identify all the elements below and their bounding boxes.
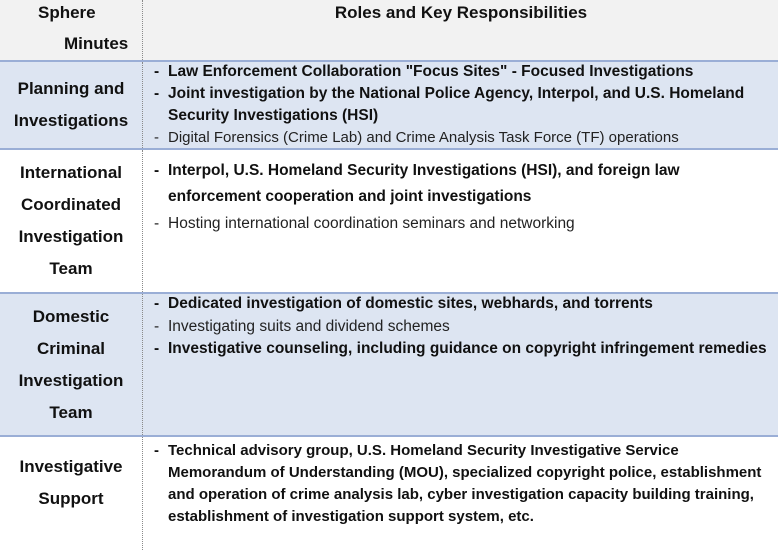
list-item [154,83,770,127]
list-item [154,158,770,210]
sphere-line: Investigation [18,370,124,390]
sphere-cell [0,62,143,148]
item-text: Dedicated investigation of domestic sites, webhards, and torrents [168,295,653,312]
sphere-label [1,73,141,137]
bullet: - [154,129,159,146]
sphere-cell [0,150,143,292]
list-item [154,127,770,149]
list-item [154,61,770,83]
list-item [154,316,770,338]
item-text: Technical advisory group, U.S. Homeland Security Investigative Service Memorandum of Understanding (MOU), specialized copyright police, establishment and operation of crime analysis lab, cyber investigation capacity building training, establishment of investigation support system, etc. [168,442,762,525]
item-text: Investigating suits and dividend schemes [168,318,450,335]
sphere-cell [0,437,143,550]
sphere-line: International [19,163,122,182]
header-minutes-label: Minutes [64,34,129,53]
table-header [0,0,778,60]
sphere-line: Investigations [13,111,129,130]
bullet: - [154,85,160,102]
sphere-label [1,451,141,515]
sphere-line: Coordinated [20,195,122,214]
sphere-line: Investigative [19,457,123,476]
bullet: - [154,318,160,335]
sphere-line: Criminal [36,338,106,358]
list-item [154,440,770,528]
item-text: Law Enforcement Collaboration "Focus Sites" - Focused Investigations [168,63,694,80]
item-text: Digital Forensics (Crime Lab) and Crime Analysis Task Force (TF) operations [168,129,679,146]
item-text: Investigative counseling, including guidance on copyright infringement remedies [168,340,767,357]
bullet: - [154,162,160,179]
bullet: - [154,215,160,232]
bullet: - [154,442,159,459]
header-sphere-label: Sphere [38,3,96,22]
header-sphere-cell [0,0,143,60]
sphere-line: Support [38,489,104,508]
sphere-line: Team [49,402,93,422]
sphere-line: Domestic [32,306,110,326]
item-text: Joint investigation by the National Police Agency, Interpol, and U.S. Homeland Security Investigations (HSI) [168,85,745,124]
item-text: Hosting international coordination seminars and networking [168,215,575,232]
sphere-label [1,157,141,285]
list-item [154,338,770,360]
header-roles-cell [144,0,778,60]
sphere-label [1,301,141,429]
list-item [154,293,770,315]
bullet: - [154,63,160,80]
bullet: - [154,295,160,312]
list-item [154,213,770,235]
item-text: Interpol, U.S. Homeland Security Investigations (HSI), and foreign law enforcement cooperation and joint investigations [168,162,680,205]
sphere-line: Planning and [17,79,125,98]
bullet: - [154,340,160,357]
sphere-line: Investigation [18,227,124,246]
header-roles-title: Roles and Key Responsibilities [334,3,588,22]
sphere-cell [0,294,143,435]
sphere-line: Team [49,259,93,278]
